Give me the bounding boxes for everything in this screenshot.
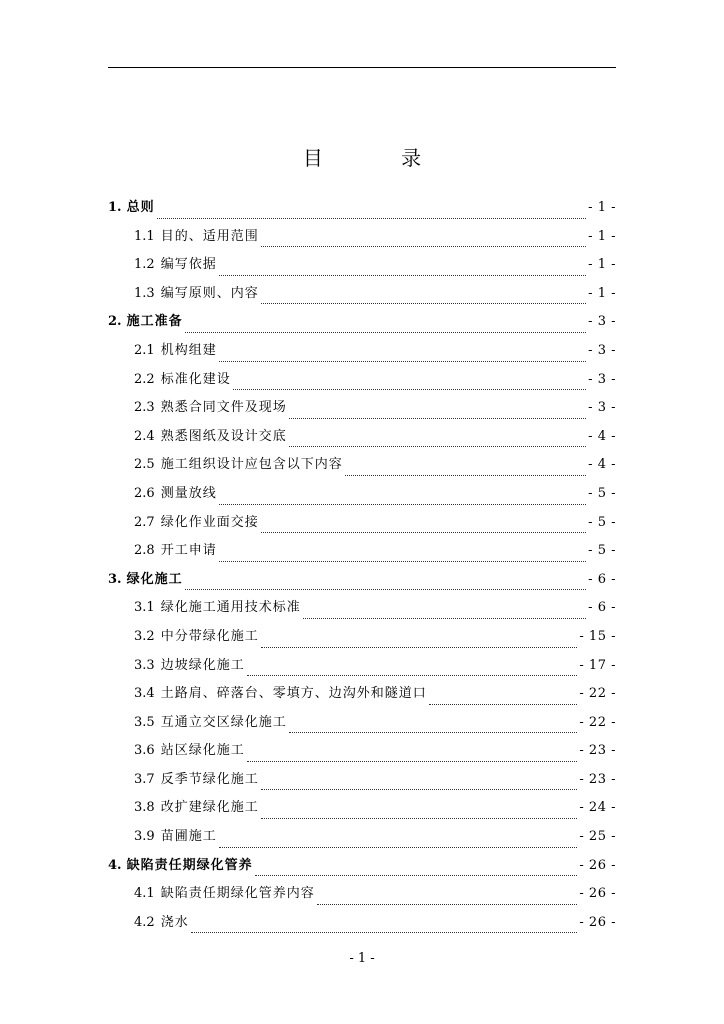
toc-entry-label: 目的、适用范围 [160, 228, 259, 244]
toc-entry-label: 站区绿化施工 [160, 743, 245, 759]
toc-leader-dots [255, 874, 578, 876]
toc-leader-dots [317, 903, 578, 905]
toc-leader-dots [219, 274, 586, 276]
toc-entry-page: - 3 - [588, 371, 616, 387]
toc-entry-number: 3. [108, 571, 122, 587]
toc-entry-number: 1.2 [134, 257, 155, 273]
toc-entry[interactable] [108, 198, 616, 227]
toc-entry-number: 3.4 [134, 686, 155, 702]
toc-entry-page: - 5 - [588, 543, 616, 559]
toc-entry-number: 2.5 [134, 457, 155, 473]
toc-entry-label: 施工组织设计应包含以下内容 [160, 457, 343, 473]
toc-leader-dots [261, 788, 578, 790]
toc-entry-page: - 1 - [588, 257, 616, 273]
toc-entry[interactable] [108, 427, 616, 456]
toc-entry[interactable] [108, 741, 616, 770]
toc-entry-number: 4.2 [134, 914, 155, 930]
toc-entry-page: - 26 - [579, 857, 616, 873]
toc-entry-page: - 26 - [579, 886, 616, 902]
toc-entry-number: 1. [108, 200, 122, 215]
toc-leader-dots [185, 331, 587, 333]
toc-entry-page: - 4 - [588, 457, 616, 473]
toc-entry-number: 3.2 [134, 628, 155, 644]
toc-entry-page: - 25 - [579, 829, 616, 845]
toc-entry-label: 施工准备 [126, 314, 183, 330]
toc-entry[interactable] [108, 827, 616, 856]
toc-entry-page: - 1 - [588, 285, 616, 301]
toc-entry-page: - 5 - [588, 485, 616, 501]
toc-entry-number: 4.1 [134, 886, 155, 902]
toc-entry-page: - 6 - [588, 600, 616, 616]
toc-entry-page: - 23 - [579, 771, 616, 787]
toc-entry-label: 标准化建设 [160, 371, 231, 387]
toc-entry-number: 3.7 [134, 771, 155, 787]
toc-entry-number: 3.8 [134, 800, 155, 816]
toc-leader-dots [303, 617, 586, 619]
toc-entry-page: - 3 - [588, 400, 616, 416]
toc-entry[interactable] [108, 684, 616, 713]
toc-entry-label: 缺陷责任期绿化管养 [126, 857, 253, 873]
toc-entry-label: 测量放线 [160, 485, 217, 501]
toc-entry-page: - 22 - [579, 714, 616, 730]
toc-entry-label: 边坡绿化施工 [160, 657, 245, 673]
toc-entry[interactable] [108, 455, 616, 484]
toc-entry-label: 编写依据 [160, 257, 217, 273]
toc-entry[interactable] [108, 598, 616, 627]
toc-entry-page: - 26 - [579, 914, 616, 930]
toc-entry-number: 2.4 [134, 428, 155, 444]
toc-entry[interactable] [108, 341, 616, 370]
toc-entry-label: 土路肩、碎落台、零填方、边沟外和隧道口 [160, 686, 427, 702]
toc-leader-dots [247, 674, 578, 676]
toc-leader-dots [289, 731, 578, 733]
toc-entry-label: 熟悉合同文件及现场 [160, 400, 287, 416]
toc-entry-page: - 24 - [579, 800, 616, 816]
page-title: 目 录 [302, 146, 458, 170]
toc-entry-number: 2.1 [134, 342, 155, 358]
toc-entry-label: 改扩建绿化施工 [160, 800, 259, 816]
toc-entry-label: 绿化作业面交接 [160, 514, 259, 530]
toc-entry[interactable] [108, 227, 616, 256]
toc-entry-number: 4. [108, 857, 122, 873]
toc-entry-number: 3.1 [134, 600, 155, 616]
toc-entry[interactable] [108, 627, 616, 656]
toc-entry[interactable] [108, 255, 616, 284]
toc-entry-page: - 23 - [579, 743, 616, 759]
toc-entry-number: 2.3 [134, 400, 155, 416]
toc-entry-number: 3.3 [134, 657, 155, 673]
toc-entry[interactable] [108, 798, 616, 827]
toc-entry-number: 2.8 [134, 543, 155, 559]
toc-entry-page: - 1 - [588, 200, 616, 215]
toc-entry-page: - 3 - [588, 342, 616, 358]
toc-entry-label: 缺陷责任期绿化管养内容 [160, 886, 315, 902]
toc-entry-number: 3.5 [134, 714, 155, 730]
toc-leader-dots [219, 560, 586, 562]
toc-entry-number: 1.1 [134, 228, 155, 244]
toc-leader-dots [429, 703, 578, 705]
toc-entry-page: - 6 - [588, 571, 616, 587]
toc-entry-number: 3.6 [134, 743, 155, 759]
toc-entry-number: 2. [108, 314, 122, 330]
toc-entry-number: 3.9 [134, 829, 155, 845]
toc-entry[interactable] [108, 484, 616, 513]
toc-entry-label: 中分带绿化施工 [160, 628, 259, 644]
toc-entry[interactable] [108, 398, 616, 427]
toc-entry[interactable] [108, 312, 616, 341]
toc-leader-dots [247, 760, 578, 762]
toc-entry-page: - 15 - [579, 628, 616, 644]
toc-leader-dots [185, 588, 587, 590]
toc-entry-page: - 17 - [579, 657, 616, 673]
toc-entry-page: - 5 - [588, 514, 616, 530]
toc-entry[interactable] [108, 770, 616, 799]
toc-entry[interactable] [108, 284, 616, 313]
header-rule [108, 67, 616, 68]
toc-entry[interactable] [108, 541, 616, 570]
toc-entry[interactable] [108, 513, 616, 542]
toc-leader-dots [157, 217, 587, 219]
toc-leader-dots [261, 646, 578, 648]
toc-entry[interactable] [108, 884, 616, 913]
toc-leader-dots [261, 245, 586, 247]
toc-entry-page: - 3 - [588, 314, 616, 330]
toc-entry-label: 总则 [126, 200, 155, 215]
toc-leader-dots [345, 474, 586, 476]
toc-entry-label: 互通立交区绿化施工 [160, 714, 287, 730]
toc-entry-label: 绿化施工 [126, 571, 183, 587]
toc-leader-dots [289, 417, 586, 419]
toc-leader-dots [219, 846, 578, 848]
toc-leader-dots [219, 503, 586, 505]
toc-entry-page: - 4 - [588, 428, 616, 444]
toc-leader-dots [261, 302, 586, 304]
toc-entry[interactable] [108, 856, 616, 885]
toc-entry-label: 熟悉图纸及设计交底 [160, 428, 287, 444]
toc-entry[interactable] [108, 370, 616, 399]
toc-entry-label: 浇水 [160, 914, 189, 930]
toc-entry-label: 苗圃施工 [160, 829, 217, 845]
toc-leader-dots [191, 931, 578, 933]
toc-leader-dots [289, 445, 586, 447]
toc-leader-dots [261, 531, 586, 533]
toc-entry-number: 2.6 [134, 485, 155, 501]
toc-entry-page: - 1 - [588, 228, 616, 244]
toc-entry-number: 2.7 [134, 514, 155, 530]
toc-entry-number: 2.2 [134, 371, 155, 387]
toc-entry[interactable] [108, 713, 616, 742]
toc-leader-dots [219, 360, 586, 362]
toc-entry[interactable] [108, 570, 616, 599]
toc-leader-dots [233, 388, 586, 390]
footer-page-number: - 1 - [349, 951, 375, 966]
toc-entry-page: - 22 - [579, 686, 616, 702]
toc-entry-label: 绿化施工通用技术标准 [160, 600, 301, 616]
toc-entry-label: 机构组建 [160, 342, 217, 358]
toc-entry-label: 开工申请 [160, 543, 217, 559]
table-of-contents [108, 198, 616, 941]
toc-entry[interactable] [108, 913, 616, 942]
toc-entry[interactable] [108, 656, 616, 685]
toc-entry-label: 编写原则、内容 [160, 285, 259, 301]
toc-entry-label: 反季节绿化施工 [160, 771, 259, 787]
toc-entry-number: 1.3 [134, 285, 155, 301]
toc-leader-dots [261, 817, 578, 819]
